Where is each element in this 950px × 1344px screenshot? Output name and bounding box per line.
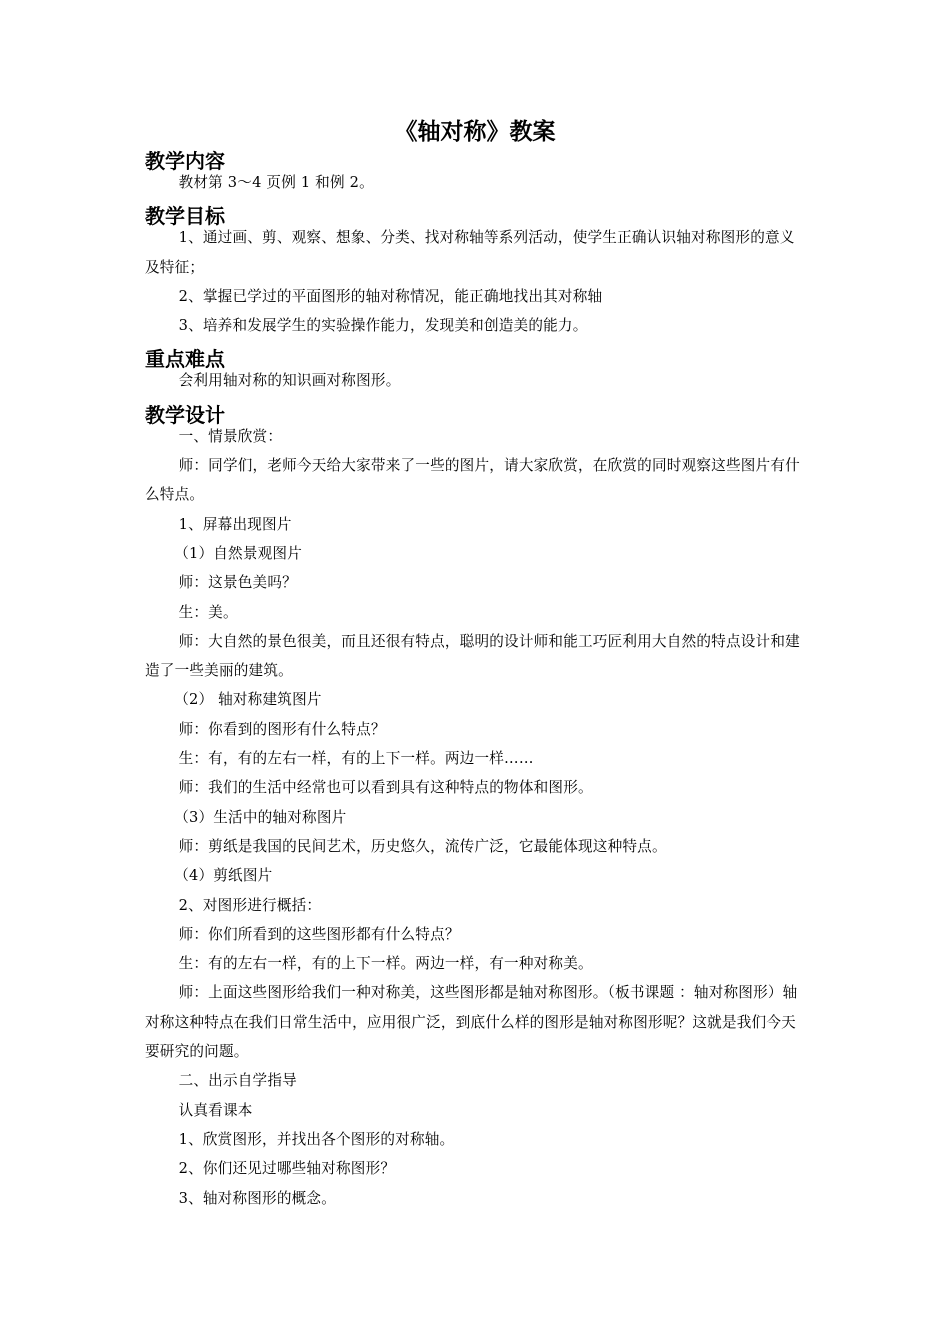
paragraph: 1、欣赏图形，并找出各个图形的对称轴。	[178, 1130, 455, 1148]
section-teaching-content	[145, 148, 807, 197]
section-heading: 教学设计	[145, 402, 225, 427]
paragraph: （3）生活中的轴对称图片	[174, 808, 347, 826]
paragraph: （2） 轴对称建筑图片	[174, 691, 322, 709]
paragraph: 一、情景欣赏：	[178, 427, 283, 445]
document-title: 《轴对称》教案	[394, 119, 556, 145]
paragraph: 师：我们的生活中经常也可以看到具有这种特点的物体和图形。	[178, 779, 593, 797]
paragraph: 生：美。	[178, 603, 238, 621]
document-body	[145, 146, 807, 1213]
paragraph: 师：你们所看到的这些图形都有什么特点？	[178, 925, 460, 943]
paragraph: 3、轴对称图形的概念。	[178, 1189, 337, 1207]
section-heading: 重点难点	[145, 347, 225, 372]
paragraph: 师：你看到的图形有什么特点？	[178, 720, 386, 738]
paragraph: 师：上面这些图形给我们一种对称美，这些图形都是轴对称图形。（板书课题 ：轴对称图形）轴对称这种特点在我们日常生活中，应用很广泛，到底什么样的图形是轴对称图形呢？这就是我们今天要研究的问题。	[145, 984, 798, 1061]
paragraph: 生：有，有的左右一样，有的上下一样。两边一样……	[178, 750, 534, 768]
paragraph: （4）剪纸图片	[174, 867, 273, 885]
paragraph: 师：剪纸是我国的民间艺术，历史悠久，流传广泛，它最能体现这种特点。	[178, 837, 667, 855]
paragraph: 1、通过画、剪、观察、想象、分类、找对称轴等系列活动，使学生正确认识轴对称图形的意义及特征；	[145, 229, 795, 276]
paragraph: 师：这景色美吗？	[178, 574, 297, 592]
paragraph: 二、出示自学指导	[178, 1072, 297, 1090]
paragraph: 1、屏幕出现图片	[178, 515, 292, 533]
paragraph: 2、你们还见过哪些轴对称图形？	[178, 1160, 396, 1178]
section-heading: 教学内容	[145, 149, 225, 173]
paragraph: 教材第 3～4 页例 1 和例 2。	[178, 174, 374, 191]
paragraph: （1）自然景观图片	[174, 544, 303, 562]
paragraph: 2、对图形进行概括：	[178, 896, 322, 914]
section-key-points	[145, 346, 807, 395]
section-teaching-design	[145, 402, 807, 1213]
paragraph: 3、培养和发展学生的实验操作能力，发现美和创造美的能力。	[178, 317, 588, 335]
paragraph: 师：大自然的景色很美，而且还很有特点，聪明的设计师和能工巧匠利用大自然的特点设计和建造了一些美丽的建筑。	[145, 632, 800, 680]
paragraph: 认真看课本	[178, 1101, 253, 1119]
paragraph: 师：同学们，老师今天给大家带来了一些的图片，请大家欣赏，在欣赏的同时观察这些图片有什么特点。	[145, 457, 800, 504]
section-heading: 教学目标	[145, 204, 225, 229]
paragraph: 生：有的左右一样，有的上下一样。两边一样，有一种对称美。	[178, 955, 593, 973]
paragraph: 2、掌握已学过的平面图形的轴对称情况，能正确地找出其对称轴	[178, 287, 603, 305]
paragraph: 会利用轴对称的知识画对称图形。	[178, 372, 401, 390]
section-teaching-goals	[145, 203, 807, 340]
